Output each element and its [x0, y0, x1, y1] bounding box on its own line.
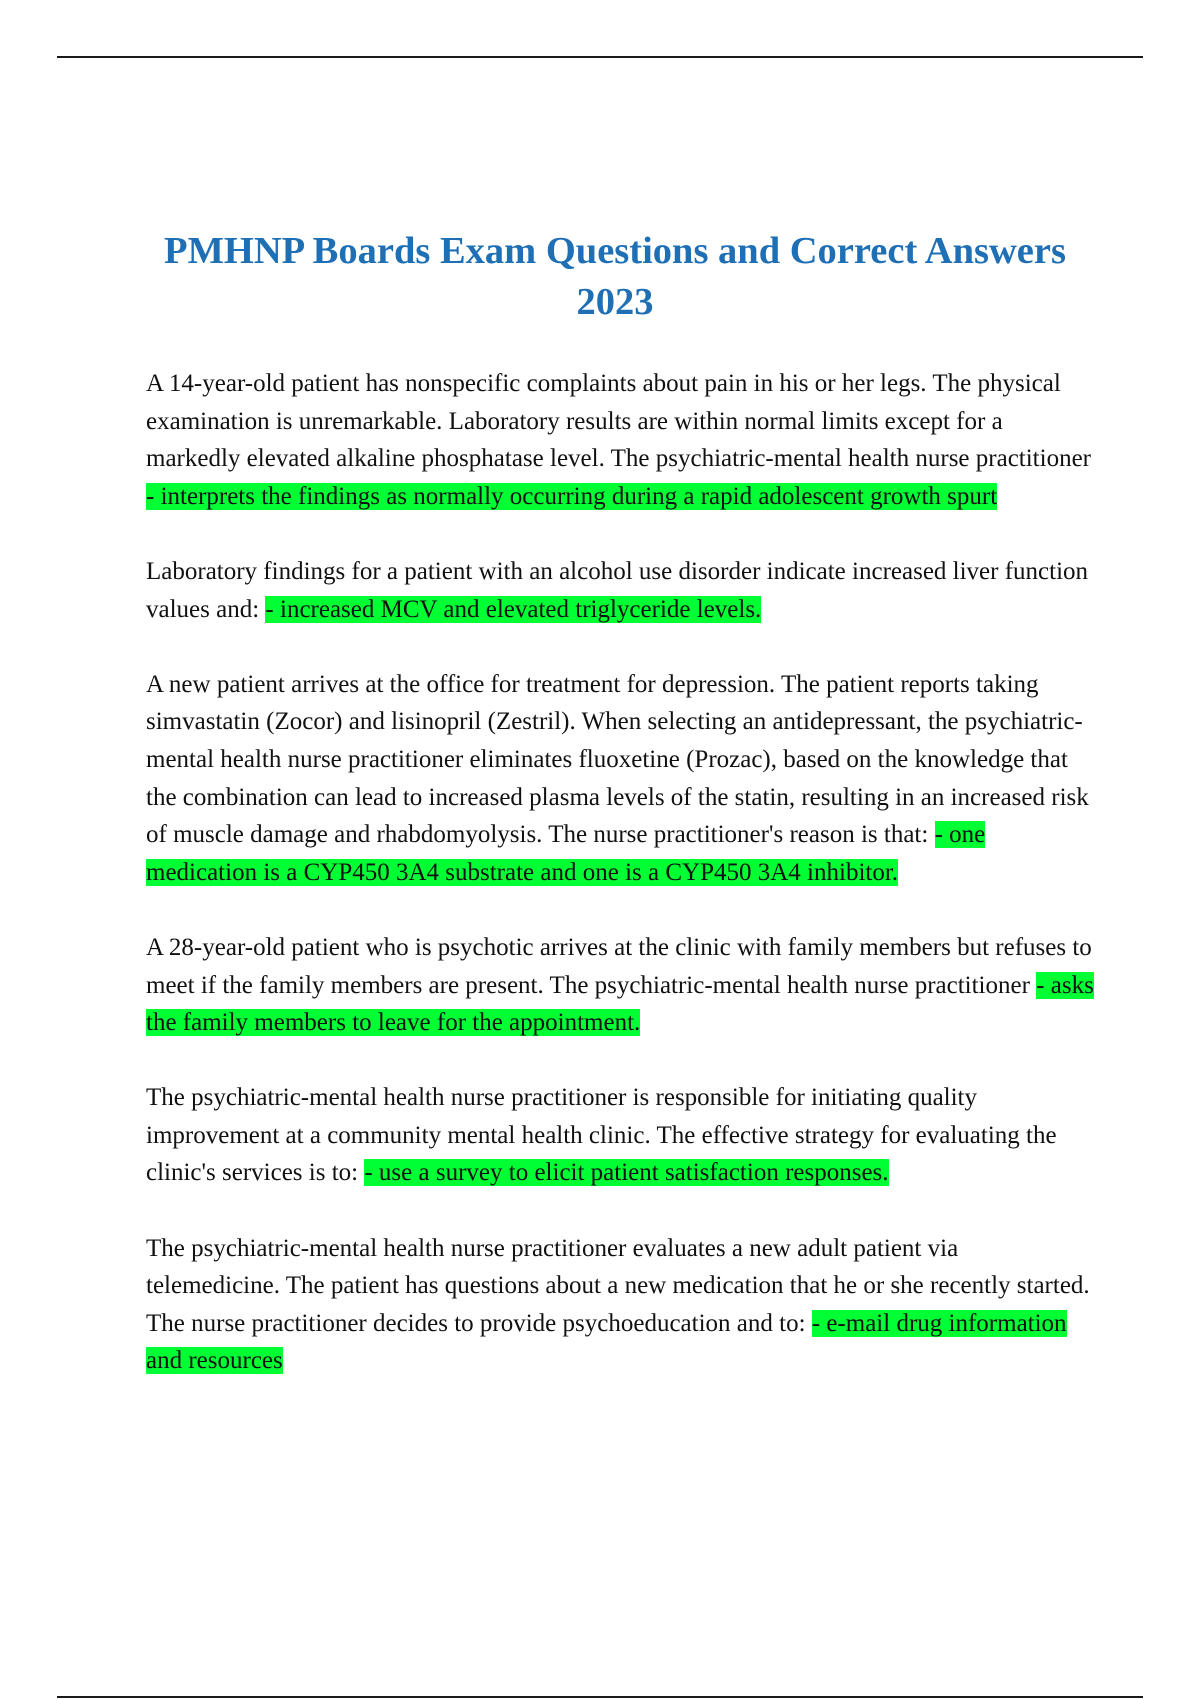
answer-highlight: - use a survey to elicit patient satisfaction responses. [364, 1159, 889, 1187]
qa-item [146, 1230, 1096, 1380]
qa-item [146, 929, 1096, 1042]
qa-list [146, 365, 1096, 1418]
qa-item [146, 553, 1096, 628]
answer-highlight: - increased MCV and elevated triglyceride levels. [265, 595, 762, 623]
question-text: The psychiatric-mental health nurse practitioner is responsible for initiating quality improvement at a community mental health clinic. The effective strategy for evaluating the clinic's services is to: [146, 1084, 1057, 1187]
answer-highlight: - e-mail drug information and resources [146, 1309, 1067, 1375]
qa-item [146, 365, 1096, 515]
question-text: Laboratory findings for a patient with an alcohol use disorder indicate increased liver function values and: [146, 557, 1089, 623]
bottom-rule [57, 1696, 1143, 1698]
qa-item [146, 1079, 1096, 1192]
top-rule [57, 56, 1143, 58]
document-title: PMHNP Boards Exam Questions and Correct Answers 2023 [164, 230, 1066, 323]
answer-highlight: - interprets the findings as normally occurring during a rapid adolescent growth spurt [146, 482, 998, 510]
question-text: The psychiatric-mental health nurse practitioner evaluates a new adult patient via telemedicine. The patient has questions about a new medication that he or she recently started. The nurse practitioner decides to provide psychoeducation and to: [146, 1234, 1090, 1337]
question-text: A new patient arrives at the office for treatment for depression. The patient reports taking simvastatin (Zocor) and lisinopril (Zestril). When selecting an antidepressant, the psychiatric-mental health nurse practitioner eliminates fluoxetine (Prozac), based on the knowledge that the combination can lead to increased plasma levels of the statin, resulting in an increased risk of muscle damage and rhabdomyolysis. The nurse practitioner's reason is that: [146, 670, 1089, 849]
answer-highlight: - asks the family members to leave for the appointment. [146, 971, 1094, 1037]
question-text: A 28-year-old patient who is psychotic arrives at the clinic with family members but refuses to meet if the family members are present. The psychiatric-mental health nurse practitioner [146, 933, 1092, 999]
qa-item [146, 666, 1096, 892]
answer-highlight: - one medication is a CYP450 3A4 substrate and one is a CYP450 3A4 inhibitor. [146, 821, 986, 886]
question-text: A 14-year-old patient has nonspecific complaints about pain in his or her legs. The physical examination is unremarkable. Laboratory results are within normal limits except for a markedly elevated alkaline phosphatase level. The psychiatric-mental health nurse practitioner [146, 370, 1091, 473]
